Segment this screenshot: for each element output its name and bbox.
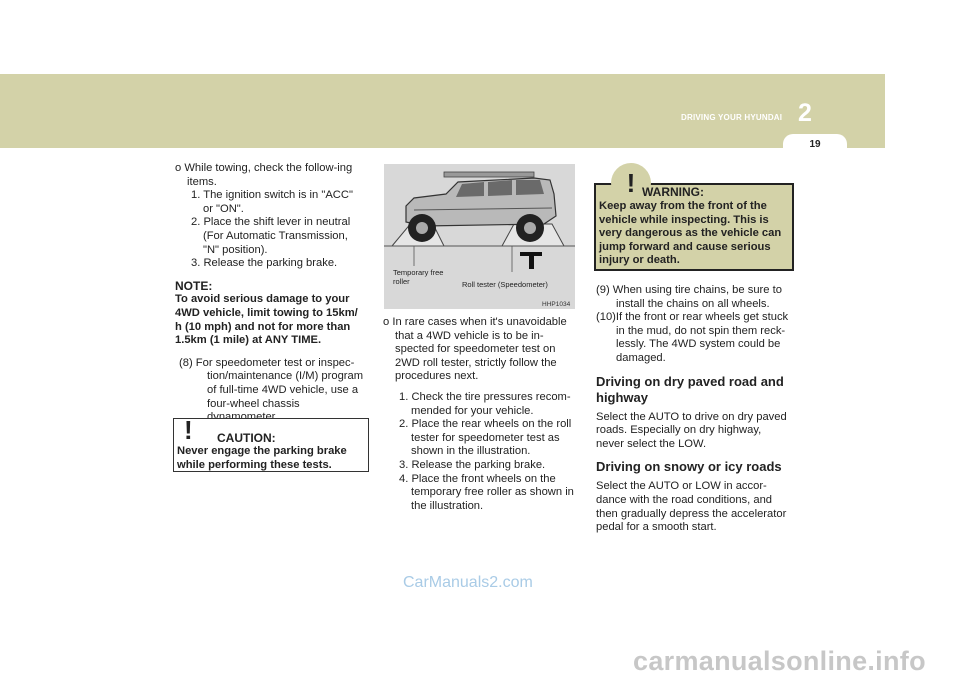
chapter-number: 2: [798, 99, 812, 127]
step-3: 3. Release the parking brake.: [399, 458, 546, 471]
header-band: [0, 74, 885, 148]
caution-body: Never engage the parking brake while performing these tests.: [177, 445, 347, 471]
figure-code: HHP1034: [542, 301, 571, 308]
item-9: (9) When using tire chains, be sure to install the chains on all wheels.: [596, 284, 782, 310]
temporary-roller-label: Temporary free roller: [393, 268, 444, 286]
snow-road-body: Select the AUTO or LOW in accor-dance with the road conditions, and then gradually depress the accelerator pedal for a smooth start.: [596, 480, 787, 534]
section-title: DRIVING YOUR HYUNDAI: [681, 113, 783, 122]
page-number: 19: [809, 139, 821, 150]
column-middle: [383, 316, 576, 513]
step-2: 2. Place the rear wheels on the roll tester for speedometer test as shown in the illustration.: [399, 418, 572, 458]
carmanualsonline-watermark[interactable]: carmanualsonline.info: [633, 646, 926, 676]
item-8: (8) For speedometer test or inspec-tion/maintenance (I/M) program of full-time 4WD vehicle, use a four-wheel chassis: [179, 356, 364, 410]
note-heading: NOTE:: [175, 278, 213, 293]
towing-intro: o While towing, check the follow-ing items.: [175, 162, 353, 188]
towing-item-1: 1. The ignition switch is in "ACC" or "ON".: [191, 189, 353, 215]
item-10: (10)If the front or rear wheels get stuck in the mud, do not spin them reck-lessly. The 4WD system could be damaged.: [596, 311, 789, 364]
column-left: [175, 162, 365, 425]
snow-road-heading: Driving on snowy or icy roads: [596, 459, 782, 475]
caution-title: CAUTION:: [217, 431, 276, 445]
caution-box: [173, 415, 369, 472]
step-1: 1. Check the tire pressures recom-mended for your vehicle.: [399, 390, 571, 417]
vehicle-roll-tester-illustration: [384, 164, 575, 309]
towing-item-2: 2. Place the shift lever in neutral (For Automatic Transmission, "N" position).: [191, 216, 351, 256]
warning-body: Keep away from the front of the vehicle while inspecting. This is very dangerous as the vehicle can jump forward and cause serious injury or death.: [599, 200, 782, 267]
roll-tester-label: Roll tester (Speedometer): [462, 280, 548, 289]
caution-exclamation-icon: !: [184, 415, 193, 445]
roll-tester-intro: o In rare cases when it's unavoidable that a 4WD vehicle is to be in-spected for speedometer test on 2WD roll tester, strictly follow the procedures next.: [383, 316, 567, 383]
column-right: [596, 284, 790, 535]
warning-exclamation-icon: !: [611, 163, 651, 203]
towing-item-3: 3. Release the parking brake.: [191, 257, 338, 270]
step-4: 4. Place the front wheels on the temporary free roller as shown in the illustration.: [399, 472, 574, 512]
dry-road-heading: Driving on dry paved road and highway: [596, 373, 784, 405]
note-body: To avoid serious damage to your 4WD vehicle, limit towing to 15km/ h (10 mph) and not for more than 1.5km (1 mile) at ANY TIME.: [175, 293, 358, 347]
warning-title: WARNING:: [642, 185, 704, 199]
warning-box: [594, 168, 794, 271]
dry-road-body: Select the AUTO to drive on dry paved roads. Especially on dry highway, never select the LOW.: [596, 410, 787, 450]
carmanuals-watermark[interactable]: CarManuals2.com: [403, 574, 533, 591]
